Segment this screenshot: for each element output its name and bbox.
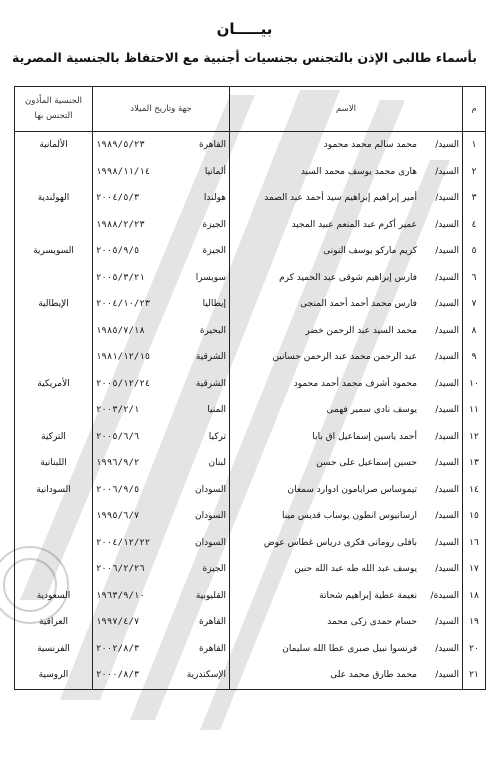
nationality-cell: السعودية [15,583,93,610]
table-row [15,556,486,583]
birth-date: ١٩٩٥/٦/٧ [96,511,140,522]
row-number: ١٢ [463,424,486,451]
applicants-table [14,86,486,690]
applicant-name: فرنسوا نبيل صبرى عطا الله سليمان [282,643,417,654]
applicant-name-cell [230,583,463,610]
birth-date: ٢٠٠٦/٢/٢٦ [96,564,145,575]
honorific: السيد/ [435,405,459,416]
applicant-name-cell [230,185,463,212]
nationality-cell [15,159,93,186]
honorific: السيد/ [435,246,459,257]
applicant-name: تيموساس صرابامون ادوارد سمعان [287,484,417,495]
birth-place: القليوبية [195,590,226,601]
nationality-cell [15,212,93,239]
applicant-name: يوسف نادى سمير فهمى [326,405,417,416]
applicant-name-cell [230,424,463,451]
honorific: السيد/ [435,272,459,283]
birth-date: ٢٠٠٦/٩/٥ [96,484,140,495]
applicant-name-cell [230,609,463,636]
birth-place: القاهرة [199,617,226,628]
applicant-name-cell [230,503,463,530]
nationality-cell [15,503,93,530]
table-row [15,265,486,292]
birth-place: المنيا [207,405,226,416]
birth-place: السودان [194,537,226,548]
birth-date: ٢٠٠٣/٢/١ [96,405,140,416]
applicant-name-cell [230,344,463,371]
birth-place: الجيزة [202,246,226,257]
birth-cell [93,556,230,583]
table-row [15,583,486,610]
honorific: السيد/ [435,352,459,363]
page-subtitle: بأسماء طالبى الإذن بالتجنس بجنسيات أجنبية مع الاحتفاظ بالجنسية المصرية [12,50,477,65]
applicant-name-cell [230,397,463,424]
applicant-name-cell [230,212,463,239]
honorific: السيد/ [435,431,459,442]
row-number: ١٣ [463,450,486,477]
birth-date: ٢٠٠٥/١٢/٢٤ [96,378,151,389]
applicant-name-cell [230,477,463,504]
nationality-cell: الأمريكية [15,371,93,398]
nationality-cell [15,318,93,345]
birth-place: الجيزة [202,219,226,230]
applicant-name: يوسف عبد الله طه عبد الله حنين [294,564,417,575]
birth-date: ٢٠٠٤/٥/٣ [96,193,140,204]
row-number: ٧ [463,291,486,318]
applicant-name: محمود أشرف محمد أحمد محمود [293,378,417,389]
applicant-name: ارسانيوس انطون يوساب قديس مينا [282,511,417,522]
row-number: ٢١ [463,662,486,689]
honorific: السيد/ [435,670,459,681]
birth-place: الإسكندرية [186,670,226,681]
row-number: ٨ [463,318,486,345]
nationality-cell [15,556,93,583]
applicant-name-cell [230,636,463,663]
row-number: ١ [463,132,486,159]
table-row [15,609,486,636]
birth-cell [93,636,230,663]
applicant-name-cell [230,556,463,583]
birth-place: هولندا [203,193,226,204]
nationality-cell: الهولندية [15,185,93,212]
applicant-name: حسام حمدى زكى محمد [327,617,417,628]
applicant-name: فارس محمد أحمد أحمد المنجى [300,299,417,310]
honorific: السيد/ [435,378,459,389]
birth-cell [93,344,230,371]
birth-cell [93,159,230,186]
nationality-cell [15,265,93,292]
applicant-name: عمير أكرم عبد المنعم عبيد المجيد [291,219,417,230]
applicant-name: محمد طارق محمد على [330,670,417,681]
nationality-cell [15,344,93,371]
table-row [15,318,486,345]
birth-place: ألمانيا [204,166,226,177]
table-row [15,503,486,530]
birth-date: ١٩٩٨/١١/١٤ [96,166,151,177]
row-number: ١١ [463,397,486,424]
applicant-name-cell [230,662,463,689]
honorific: السيد/ [435,617,459,628]
table-header-row [15,87,486,132]
applicant-name: هارى محمد يوسف محمد السيد [300,166,417,177]
birth-place: السودان [194,511,226,522]
birth-cell [93,212,230,239]
applicant-name: حسين إسماعيل على حسن [316,458,417,469]
applicant-name-cell [230,265,463,292]
applicant-name-cell [230,371,463,398]
page-title: بيـــــان [216,20,273,38]
birth-cell [93,662,230,689]
birth-date: ٢٠٠٤/١٢/٢٢ [96,537,151,548]
row-number: ٢٠ [463,636,486,663]
honorific: السيد/ [435,458,459,469]
row-number: ١٧ [463,556,486,583]
birth-cell [93,503,230,530]
table-row [15,159,486,186]
birth-date: ٢٠٠٥/٣/٢١ [96,272,145,283]
column-header-name: الاسم [230,87,463,132]
table-row [15,636,486,663]
birth-date: ١٩٨٨/٢/٢٣ [96,219,145,230]
birth-cell [93,185,230,212]
table-row [15,371,486,398]
honorific: السيد/ [435,299,459,310]
birth-cell [93,397,230,424]
honorific: السيد/ [435,166,459,177]
table-row [15,212,486,239]
honorific: السيد/ [435,140,459,151]
birth-place: القاهرة [199,643,226,654]
nationality-cell: الروسية [15,662,93,689]
nationality-cell: اللبنانية [15,450,93,477]
birth-cell [93,291,230,318]
row-number: ١٦ [463,530,486,557]
birth-date: ١٩٦٣/٩/١٠ [96,590,145,601]
row-number: ١٥ [463,503,486,530]
applicant-name-cell [230,450,463,477]
applicant-name: بافلى رومانى فكرى درياس غطاس عوض [263,537,417,548]
nationality-cell: التركية [15,424,93,451]
row-number: ٣ [463,185,486,212]
applicant-name: محمد سالم محمد محمود [323,140,417,151]
applicant-name: أمير إبراهيم إبراهيم سيد أحمد عبد الصمد [264,193,417,204]
applicant-name: عبد الرحمن محمد عبد الرحمن حسانين [272,352,417,363]
honorific: السيد/ [435,511,459,522]
row-number: ١٤ [463,477,486,504]
birth-place: الشرقية [195,378,226,389]
birth-cell [93,238,230,265]
row-number: ١٨ [463,583,486,610]
birth-place: الجيزة [202,564,226,575]
table-row [15,344,486,371]
nationality-cell [15,397,93,424]
birth-cell [93,609,230,636]
honorific: السيد/ [435,537,459,548]
applicant-name-cell [230,291,463,318]
nationality-cell: الفرنسية [15,636,93,663]
honorific: السيد/ [435,484,459,495]
nationality-cell: العراقية [15,609,93,636]
birth-date: ٢٠٠٥/٦/٦ [96,431,140,442]
applicant-name: كريم ماركو يوسف النونى [323,246,417,257]
birth-cell [93,530,230,557]
honorific: السيد/ [435,219,459,230]
applicant-name: نعيمة عطية إبراهيم شحاتة [319,590,417,601]
birth-date: ٢٠٠٤/١٠/٢٣ [96,299,151,310]
honorific: السيد/ [435,564,459,575]
row-number: ٩ [463,344,486,371]
row-number: ١٠ [463,371,486,398]
birth-cell [93,424,230,451]
birth-place: السودان [194,484,226,495]
table-row [15,662,486,689]
table-row [15,450,486,477]
birth-date: ١٩٩٧/٤/٧ [96,617,140,628]
nationality-cell [15,530,93,557]
table-row [15,424,486,451]
birth-date: ١٩٩٦/٩/٢ [96,458,140,469]
nationality-cell: السويسرية [15,238,93,265]
nationality-cell: الألمانية [15,132,93,159]
birth-place: إيطاليا [202,299,226,310]
birth-place: القاهرة [199,140,226,151]
row-number: ٤ [463,212,486,239]
applicant-name-cell [230,238,463,265]
birth-place: لبنان [208,458,226,469]
table-row [15,291,486,318]
applicant-name-cell [230,530,463,557]
honorific: السيد/ [435,193,459,204]
table-row [15,238,486,265]
table-row [15,477,486,504]
birth-cell [93,265,230,292]
birth-place: البحيرة [199,325,226,336]
honorific: السيدة/ [430,590,459,601]
row-number: ٦ [463,265,486,292]
nationality-cell: السودانية [15,477,93,504]
table-row [15,132,486,159]
birth-date: ٢٠٠٢/٨/٣ [96,643,140,654]
column-header-birth: جهة وتاريخ الميلاد [93,87,230,132]
birth-cell [93,371,230,398]
honorific: السيد/ [435,325,459,336]
applicant-name: أحمد ياسين إسماعيل اق بابا [312,431,417,442]
table-row [15,530,486,557]
row-number: ١٩ [463,609,486,636]
birth-cell [93,477,230,504]
applicant-name: محمد السيد عبد الرحمن خضر [305,325,417,336]
birth-date: ١٩٨٥/٧/١٨ [96,325,145,336]
table-row [15,185,486,212]
birth-cell [93,583,230,610]
table-body [15,132,486,690]
applicant-name-cell [230,132,463,159]
nationality-cell: الإيطالية [15,291,93,318]
birth-cell [93,450,230,477]
honorific: السيد/ [435,643,459,654]
birth-cell [93,318,230,345]
column-header-nationality: الجنسية المأذون التجنس بها [15,87,93,132]
birth-cell [93,132,230,159]
birth-date: ١٩٨١/١٢/١٥ [96,352,151,363]
birth-date: ٢٠٠٥/٩/٥ [96,246,140,257]
row-number: ٢ [463,159,486,186]
birth-place: الشرقية [195,352,226,363]
row-number: ٥ [463,238,486,265]
applicant-name-cell [230,159,463,186]
column-header-number: م [463,87,486,132]
birth-date: ٢٠٠٠/٨/٣ [96,670,140,681]
birth-place: تركيا [208,431,226,442]
applicant-name-cell [230,318,463,345]
applicant-name: فارس إبراهيم شوقى عبد الحميد كرم [279,272,417,283]
birth-place: سويسرا [195,272,226,283]
birth-date: ١٩٨٩/٥/٢٣ [96,140,145,151]
table-row [15,397,486,424]
